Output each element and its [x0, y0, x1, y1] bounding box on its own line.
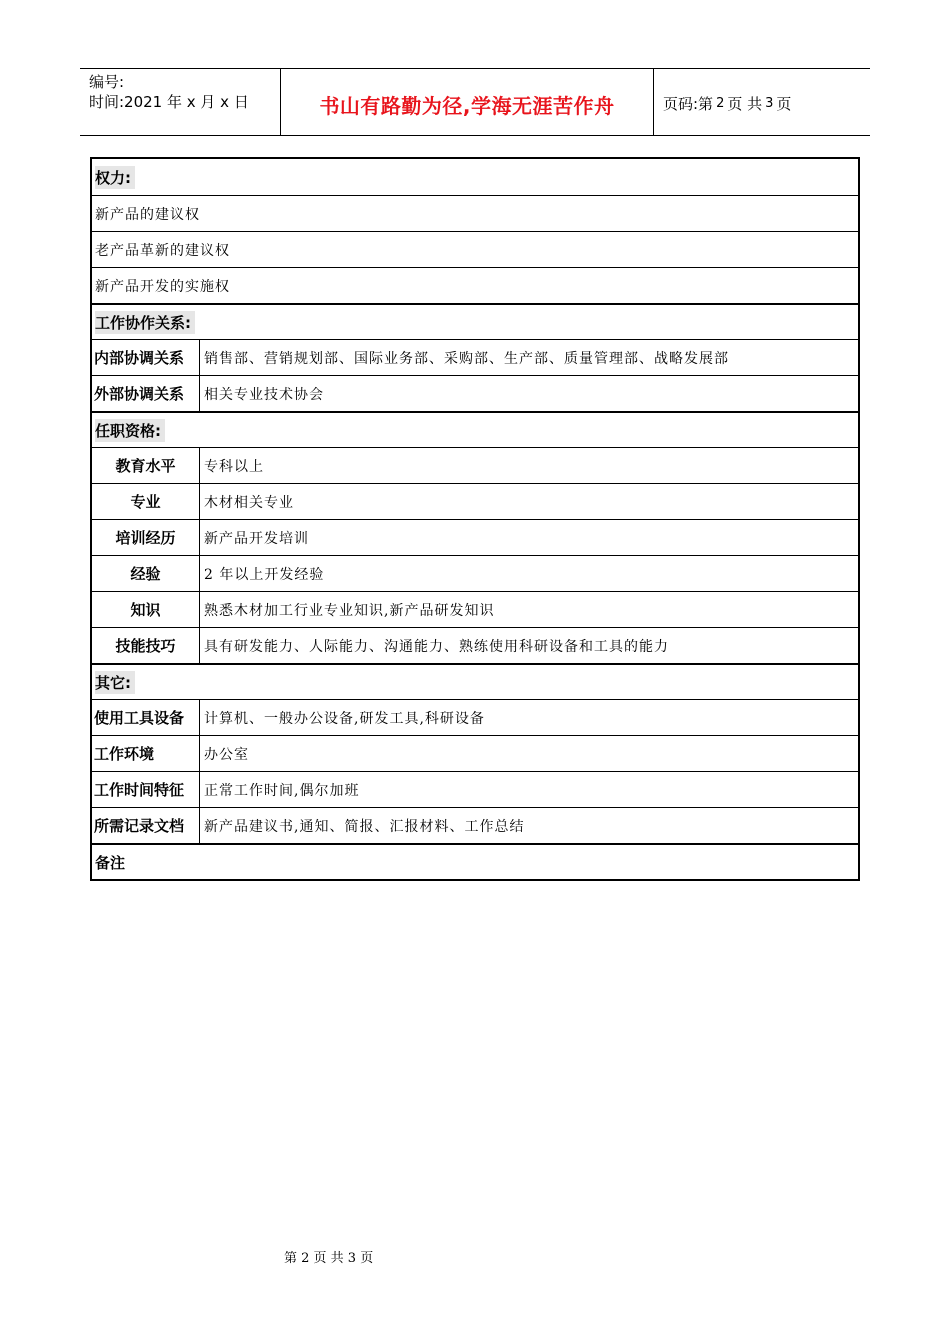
page-suffix: 页 [776, 94, 792, 113]
relations-row [92, 375, 858, 411]
job-description-table [90, 157, 860, 881]
row-value: 办公室 [204, 746, 249, 763]
section-authority-header [92, 159, 858, 195]
page-footer: 第 2 页 共 3 页 [284, 1251, 374, 1266]
section-title: 任职资格: [92, 413, 165, 447]
row-label: 使用工具设备 [92, 700, 200, 735]
row-label: 专业 [92, 484, 200, 519]
authority-item [92, 195, 858, 231]
row-label: 所需记录文档 [92, 808, 200, 843]
qualification-row [92, 483, 858, 519]
section-title: 其它: [92, 665, 135, 699]
other-row [92, 771, 858, 807]
section-qualifications-header [92, 411, 858, 447]
row-label: 教育水平 [92, 448, 200, 483]
row-label: 知识 [92, 592, 200, 627]
section-other-header [92, 663, 858, 699]
authority-item-text: 新产品的建议权 [95, 206, 200, 223]
row-value: 专科以上 [204, 458, 264, 475]
row-value: 新产品建议书,通知、简报、汇报材料、工作总结 [204, 818, 525, 835]
row-label: 内部协调关系 [92, 340, 200, 375]
authority-item-text: 老产品革新的建议权 [95, 242, 230, 259]
page-prefix: 页码:第 [663, 94, 714, 113]
row-label: 工作时间特征 [92, 772, 200, 807]
section-relations-header [92, 303, 858, 339]
row-label: 技能技巧 [92, 628, 200, 663]
page-total: 3 [765, 95, 774, 111]
qualification-row [92, 591, 858, 627]
row-label: 培训经历 [92, 520, 200, 555]
header-motto: 书山有路勤为径,学海无涯苦作舟 [281, 69, 654, 135]
header-page-number [654, 69, 870, 135]
row-label: 经验 [92, 556, 200, 591]
row-value: 正常工作时间,偶尔加班 [204, 782, 360, 799]
page-current: 2 [716, 95, 725, 111]
qualification-row [92, 519, 858, 555]
document-time-label: 时间:2021 年 x 月 x 日 [89, 93, 249, 111]
other-row [92, 699, 858, 735]
section-title: 工作协作关系: [92, 305, 195, 339]
section-remarks [92, 843, 858, 879]
row-value: 木材相关专业 [204, 494, 294, 511]
row-value: 熟悉木材加工行业专业知识,新产品研发知识 [204, 602, 495, 619]
page-mid: 页 共 [727, 94, 763, 113]
row-value: 具有研发能力、人际能力、沟通能力、熟练使用科研设备和工具的能力 [204, 638, 669, 655]
row-value: 计算机、一般办公设备,研发工具,科研设备 [204, 710, 485, 727]
qualification-row [92, 555, 858, 591]
row-value: 2 年以上开发经验 [204, 566, 325, 583]
document-number-label: 编号: [89, 73, 125, 91]
authority-item [92, 231, 858, 267]
section-title: 权力: [92, 159, 135, 195]
qualification-row [92, 627, 858, 663]
row-value: 新产品开发培训 [204, 530, 309, 547]
authority-item-text: 新产品开发的实施权 [95, 278, 230, 295]
other-row [92, 807, 858, 843]
row-label: 工作环境 [92, 736, 200, 771]
relations-row [92, 339, 858, 375]
other-row [92, 735, 858, 771]
row-value: 销售部、营销规划部、国际业务部、采购部、生产部、质量管理部、战略发展部 [204, 350, 729, 367]
row-label: 外部协调关系 [92, 376, 200, 411]
authority-item [92, 267, 858, 303]
page-header [80, 68, 870, 136]
section-title: 备注 [95, 853, 126, 872]
header-meta [80, 69, 281, 135]
row-value: 相关专业技术协会 [204, 386, 324, 403]
qualification-row [92, 447, 858, 483]
